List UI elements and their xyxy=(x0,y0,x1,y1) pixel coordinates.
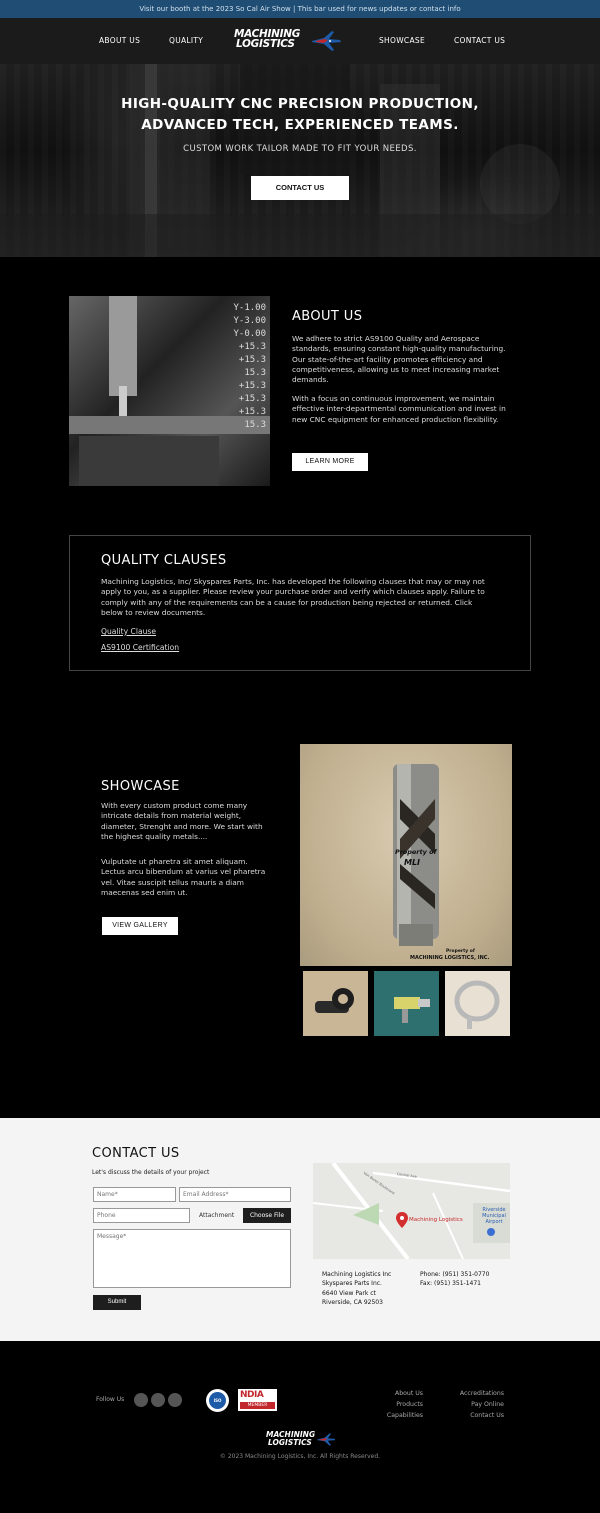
site-logo[interactable] xyxy=(234,29,342,55)
map-airport-label: Riverside Municipal Airport xyxy=(482,1207,506,1225)
showcase-paragraph-2: Vulputate ut pharetra sit amet aliquam. Lectus arcu bibendum at varius vel pharetra vel. Vitae suscipit tellus mauris a diam maecenas sed enim ut. xyxy=(101,857,266,897)
address-line-3: 6640 View Park ct xyxy=(322,1289,376,1297)
footer-link-about-us[interactable]: About Us xyxy=(394,1390,423,1397)
copyright: © 2023 Machining Logistics, Inc. All Rights Reserved. xyxy=(219,1453,381,1460)
view-gallery-button[interactable]: VIEW GALLERY xyxy=(102,917,178,935)
logo-line-2: LOGISTICS xyxy=(236,38,295,50)
map-street-label-2: Central Ave xyxy=(396,1172,418,1179)
footer-link-products[interactable]: Products xyxy=(396,1401,423,1408)
social-icon-3[interactable] xyxy=(168,1393,182,1407)
hero-subtitle: CUSTOM WORK TAILOR MADE TO FIT YOUR NEEDS. xyxy=(183,144,417,154)
address-line-2: Skyspares Parts Inc. xyxy=(322,1280,382,1288)
map-pin-label: Machining Logistics xyxy=(409,1217,463,1223)
phone-number[interactable]: Phone: (951) 351-0770 xyxy=(420,1271,490,1278)
hero-banner xyxy=(0,64,600,257)
hero-overlay xyxy=(0,64,600,257)
about-paragraph-2: With a focus on continuous improvement, we maintain effective inter-departmental communication and invest in new CNC equipment for enhanced production flexibility. xyxy=(292,394,506,424)
quality-clauses-box xyxy=(69,535,531,671)
logo-line-1: MACHINING xyxy=(234,28,301,40)
showcase-thumbnail-3[interactable] xyxy=(445,971,510,1036)
learn-more-button[interactable]: LEARN MORE xyxy=(292,453,368,471)
showcase-title: SHOWCASE xyxy=(101,779,180,794)
message-field[interactable] xyxy=(93,1229,291,1288)
photo-caption-2: MACHINING LOGISTICS, INC. xyxy=(410,955,490,961)
map-pin-icon xyxy=(396,1212,408,1228)
address-block xyxy=(322,1270,391,1307)
jet-flag-icon xyxy=(310,29,342,53)
ring-clamp-image xyxy=(445,971,510,1036)
part-engraving-2: MLI xyxy=(404,858,421,867)
about-paragraph-1: We adhere to strict AS9100 Quality and Aerospace standards, ensuring constant high-quality manufacturing. Our state-of-the-art facility promotes efficiency and competitiveness, allowing us to meet increasing market demands. xyxy=(292,334,506,385)
footer-jet-flag-icon xyxy=(316,1432,336,1447)
footer-link-contact-us[interactable]: Contact Us xyxy=(470,1412,504,1419)
bracket-part-image xyxy=(303,971,368,1036)
valve-part-image xyxy=(374,971,439,1036)
quality-clause-link[interactable]: Quality Clause xyxy=(101,627,157,636)
showcase-thumbnail-2[interactable] xyxy=(374,971,439,1036)
footer-link-capabilities[interactable]: Capabilities xyxy=(386,1412,423,1419)
hero-heading-line-1: HIGH-QUALITY CNC PRECISION PRODUCTION, xyxy=(121,96,479,112)
ndia-member-badge xyxy=(238,1389,277,1411)
footer-link-accreditations[interactable]: Accreditations xyxy=(459,1390,504,1397)
nav-quality[interactable]: QUALITY xyxy=(169,36,204,45)
name-field[interactable] xyxy=(93,1187,176,1202)
iso-badge-text: ISO xyxy=(209,1392,226,1409)
main-nav xyxy=(0,18,600,64)
phone-fax-block xyxy=(420,1270,489,1289)
nav-contact-us[interactable]: CONTACT US xyxy=(454,36,506,45)
hero-contact-button[interactable]: CONTACT US xyxy=(251,176,349,200)
submit-button[interactable]: Submit xyxy=(93,1295,141,1310)
logo-wordmark xyxy=(234,29,300,49)
about-title: ABOUT US xyxy=(292,309,363,324)
ndia-badge-text: NDIA xyxy=(240,1390,264,1400)
as9100-certification-link[interactable]: AS9100 Certification xyxy=(101,643,180,652)
social-icon-2[interactable] xyxy=(151,1393,165,1407)
footer-logo-line-1: MACHINING xyxy=(266,1430,316,1439)
follow-us-label: Follow Us xyxy=(96,1396,125,1403)
address-line-4: Riverside, CA 92503 xyxy=(322,1298,383,1306)
ndia-member-text: MEMBER xyxy=(240,1402,275,1409)
location-map[interactable] xyxy=(313,1163,510,1259)
about-cnc-image xyxy=(69,296,270,486)
photo-caption-1: Property of xyxy=(446,949,475,954)
showcase-thumbnail-1[interactable] xyxy=(303,971,368,1036)
footer-link-pay-online[interactable]: Pay Online xyxy=(471,1401,504,1408)
contact-subtitle: Let's discuss the details of your project xyxy=(92,1169,210,1176)
contact-title: CONTACT US xyxy=(92,1146,180,1161)
quality-title: QUALITY CLAUSES xyxy=(101,553,227,568)
part-engraving-1: Property of xyxy=(395,848,437,856)
showcase-paragraph-1: With every custom product come many intricate details from material weight, diameter, Strenght and more. We start with the highest quality metals.... xyxy=(101,801,263,841)
phone-field[interactable] xyxy=(93,1208,190,1223)
footer-logo[interactable] xyxy=(266,1431,336,1451)
email-field[interactable] xyxy=(179,1187,291,1202)
footer-logo-line-2: LOGISTICS xyxy=(268,1437,312,1447)
announcement-bar: Visit our booth at the 2023 So Cal Air Show | This bar used for news updates or contact info xyxy=(0,0,600,18)
choose-file-button[interactable]: Choose File xyxy=(243,1208,291,1223)
nav-about-us[interactable]: ABOUT US xyxy=(99,36,141,45)
attachment-label: Attachment xyxy=(199,1212,235,1219)
showcase-main-photo[interactable] xyxy=(300,744,512,966)
iso-certification-badge xyxy=(206,1389,229,1412)
map-street-label-1: Van Buren Boulevard xyxy=(362,1171,396,1196)
contact-section xyxy=(0,1118,600,1341)
hero-heading-line-2: ADVANCED TECH, EXPERIENCED TEAMS. xyxy=(141,117,459,133)
fax-number: Fax: (951) 351-1471 xyxy=(420,1280,481,1288)
quality-text: Machining Logistics, Inc/ Skyspares Parts, Inc. has developed the following clauses that may or may not apply to you, as a supplier. Please review your purchase order and verify which clauses apply. Failure to comply with any of the requirements can be a cause for production being rejected or returned. Click below to review documents. xyxy=(101,577,485,617)
social-icon-1[interactable] xyxy=(134,1393,148,1407)
about-image-readout: Y-1.00 Y-3.00 Y-0.00 +15.3 +15.3 15.3 +15.3 +15.3 +15.3 15.3 xyxy=(233,303,266,430)
address-line-1: Machining Logistics Inc xyxy=(322,1271,392,1278)
nav-showcase[interactable]: SHOWCASE xyxy=(379,36,425,45)
